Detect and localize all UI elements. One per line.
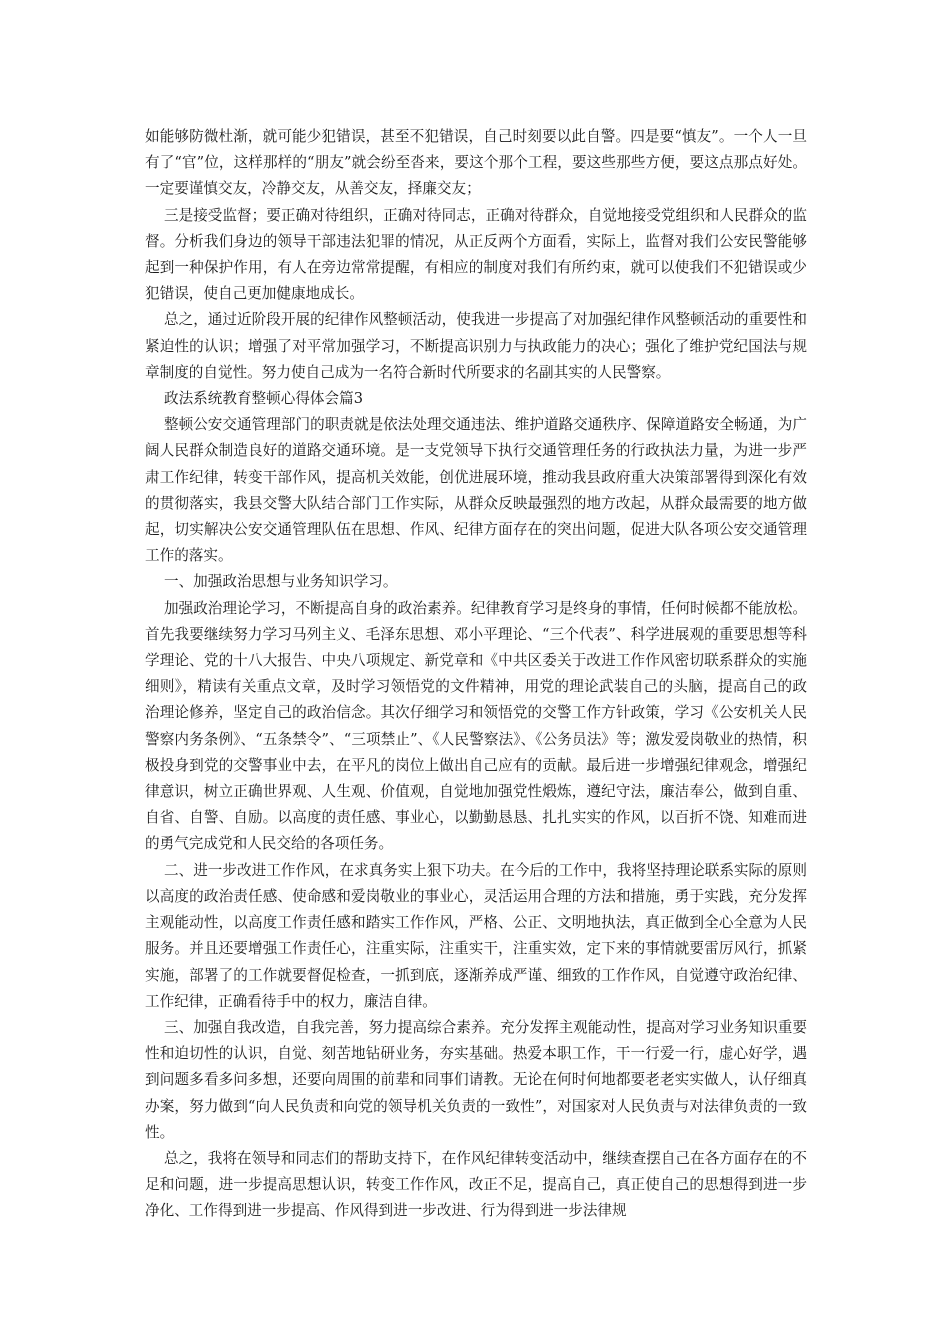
paragraph-work-style: 二、进一步改进工作作风，在求真务实上狠下功夫。在今后的工作中，我将坚持理论联系实际的原则以高度的政治责任感、使命感和爱岗敬业的事业心，灵活运用合理的方法和措施，勇于实践，充分发挥主观能动性，以高度工作责任感和踏实工作作风，严格、公正、文明地执法，真正做到全心全意为人民服务。并且还要增强工作责任心，注重实际，注重实干，注重实效，定下来的事情就要雷厉风行，抓紧实施，部署了的工作就要督促检查，一抓到底，逐渐养成严谨、细致的工作作风，自觉遵守政治纪律、工作纪律，正确看待手中的权力，廉洁自律。 <box>145 861 807 1010</box>
paragraph-intro: 整顿公安交通管理部门的职责就是依法处理交通违法、维护道路交通秩序、保障道路安全畅通，为广阔人民群众制造良好的道路交通环境。是一支党领导下执行交通管理任务的行政执法力量，为进一步严肃工作纪律，转变干部作风，提高机关效能，创优进展环境，推动我县政府重大决策部署得到深化有效的贯彻落实，我县交警大队结合部门工作实际，从群众反映最强烈的地方改起，从群众最需要的地方做起，切实解决公安交通管理队伍在思想、作风、纪律方面存在的突出问题，促进大队各项公安交通管理工作的落实。 <box>145 416 807 565</box>
document-body <box>145 124 807 1225</box>
section-heading: 政法系统教育整顿心得体会篇3 <box>163 390 363 408</box>
paragraph-summary-1: 总之，通过近阶段开展的纪律作风整顿活动，使我进一步提高了对加强纪律作风整顿活动的重要性和紧迫性的认识；增强了对平常加强学习，不断提高识别力与执政能力的决心；强化了维护党纪国法与规章制度的自觉性。努力使自己成为一名符合新时代所要求的名副其实的人民警察。 <box>145 311 807 381</box>
paragraph-continuation: 如能够防微杜渐，就可能少犯错误，甚至不犯错误，自己时刻要以此自警。四是要“慎友”。一个人一旦有了“官”位，这样那样的“朋友”就会纷至沓来，要这个那个工程，要这些那些方便，要这点那点好处。一定要谨慎交友，冷静交友，从善交友，择廉交友； <box>145 128 807 198</box>
subheading-1: 一、加强政治思想与业务知识学习。 <box>163 573 398 591</box>
paragraph-supervision: 三是接受监督；要正确对待组织，正确对待同志，正确对待群众，自觉地接受党组织和人民群众的监督。分析我们身边的领导干部违法犯罪的情况，从正反两个方面看，实际上，监督对我们公安民警能够起到一种保护作用，有人在旁边常常提醒，有相应的制度对我们有所约束，就可以使我们不犯错误或少犯错误，使自己更加健康地成长。 <box>145 206 807 303</box>
paragraph-study: 加强政治理论学习，不断提高自身的政治素养。纪律教育学习是终身的事情，任何时候都不能放松。首先我要继续努力学习马列主义、毛泽东思想、邓小平理论、“三个代表”、科学进展观的重要思想等科学理论、党的十八大报告、中央八项规定、新党章和《中共区委关于改进工作作风密切联系群众的实施细则》，精读有关重点文章，及时学习领悟党的文件精神，用党的理论武装自己的头脑，提高自己的政治理论修养，坚定自己的政治信念。其次仔细学习和领悟党的交警工作方针政策，学习《公安机关人民警察内务条例》、“五条禁令”、“三项禁止”、《人民警察法》、《公务员法》等；激发爱岗敬业的热情，积极投身到党的交警事业中去，在平凡的岗位上做出自己应有的贡献。最后进一步增强纪律观念，增强纪律意识，树立正确世界观、人生观、价值观，自觉地加强党性煅炼，遵纪守法，廉洁奉公，做到自重、自省、自警、自励。以高度的责任感、事业心，以勤勤恳恳、扎扎实实的作风，以百折不饶、知难而进的勇气完成党和人民交给的各项任务。 <box>145 599 807 853</box>
paragraph-summary-2: 总之，我将在领导和同志们的帮助支持下，在作风纪律转变活动中，继续查摆自己在各方面存在的不足和问题，进一步提高思想认识，转变工作作风，改正不足，提高自己，真正使自己的思想得到进一步净化、工作得到进一步提高、作风得到进一步改进、行为得到进一步法律规 <box>145 1149 807 1220</box>
paragraph-self-improvement: 三、加强自我改造，自我完善，努力提高综合素养。充分发挥主观能动性，提高对学习业务知识重要性和迫切性的认识，自觉、刻苦地钻研业务，夯实基础。热爱本职工作，干一行爱一行，虚心好学，遇到问题多看多问多想，还要向周围的前辈和同事们请教。无论在何时何地都要老老实实做人，认仔细真办案，努力做到“向人民负责和向党的领导机关负责的一致性”，对国家对人民负责与对法律负责的一致性。 <box>145 1018 807 1141</box>
